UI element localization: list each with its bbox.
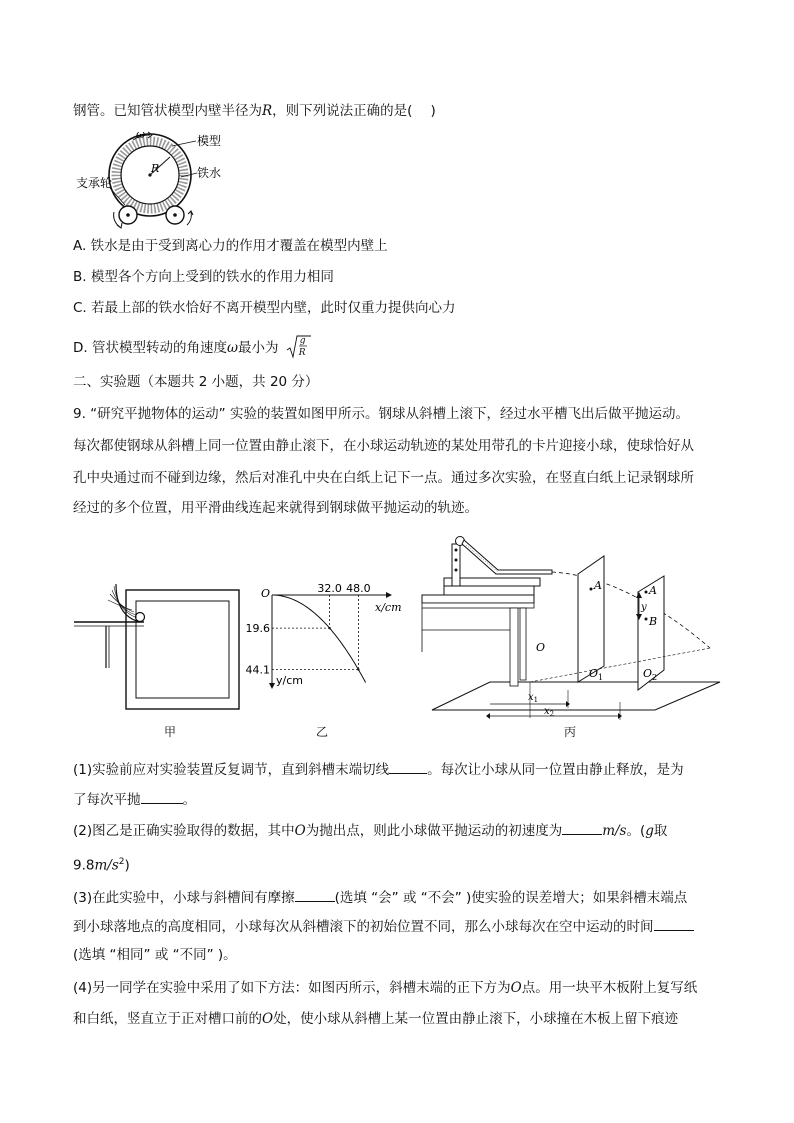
- q9-intro-3: 孔中央通过而不碰到边缘，然后对准孔中央在白纸上记下一点。通过多次实验，在竖直白纸上记录钢球所: [73, 470, 694, 486]
- caption-jia: 甲: [164, 725, 177, 739]
- x-tick-1: 32.0: [317, 582, 342, 595]
- caption-yi: 乙: [316, 725, 329, 739]
- chute-slope: [462, 540, 552, 574]
- point-o: O: [536, 641, 546, 654]
- point-o2: $O_2$: [643, 667, 658, 682]
- q9-part3-line3: (选填 “相同” 或 “不同” )。: [73, 947, 237, 963]
- q9-part2-line2: $9.8m/s^2$): [73, 857, 130, 874]
- x2-label: $x_2$: [544, 706, 555, 718]
- x-tick-2: 48.0: [346, 582, 371, 595]
- origin-label: O: [261, 587, 271, 600]
- figure-yi-chart: [245, 582, 418, 695]
- figure-bing: [420, 530, 725, 720]
- q8-option-b: B. 模型各个方向上受到的铁水的作用力相同: [73, 269, 334, 285]
- radius-label: R: [151, 162, 160, 175]
- data-point-1: [328, 627, 330, 629]
- y-tick-1: 19.6: [245, 622, 270, 636]
- q8-stem: 钢管。已知管状模型内壁半径为R，则下列说法正确的是( ): [73, 103, 436, 119]
- answer-blank-5[interactable]: [654, 916, 694, 931]
- table-top: [422, 595, 534, 603]
- point-a-2: A: [649, 584, 657, 597]
- iron-label: 铁水: [197, 166, 222, 180]
- caption-bing: 丙: [564, 725, 577, 739]
- answer-blank-1[interactable]: [389, 759, 427, 774]
- answer-blank-3[interactable]: [562, 820, 602, 835]
- q9-intro-1: 9. “研究平抛物体的运动” 实验的装置如图甲所示。钢球从斜槽上滚下，经过水平槽飞出后做平抛运动。: [73, 406, 689, 422]
- q9-part4-line2: 和白纸，竖直立于正对槽口前的O处，使小球从斜槽上某一位置由静止滚下，小球撞在木板上留下痕迹: [73, 1011, 679, 1027]
- section-2-heading: 二、实验题（本题共 2 小题，共 20 分）: [73, 374, 319, 390]
- answer-blank-4[interactable]: [295, 887, 335, 902]
- q9-part1-line1: (1)实验前应对实验装置反复调节，直到斜槽末端切线 。每次让小球从同一位置由静止释放，是为: [73, 759, 684, 780]
- q9-part3-line1: (3)在此实验中，小球与斜槽间有摩擦 (选填 “会” 或 “不会” )使实验的误差增大；如果斜槽末端点: [73, 887, 687, 908]
- data-point-2: [357, 668, 359, 670]
- q9-part1-line2: 了每次平抛 。: [73, 789, 196, 810]
- y-distance-label: y: [641, 602, 647, 613]
- board-inner: [136, 601, 229, 698]
- x1-label: $x_1$: [528, 692, 539, 704]
- x-axis-label: x/cm: [375, 601, 402, 614]
- y-tick-2: 44.1: [245, 663, 270, 677]
- q9-intro-4: 经过的多个位置，用平滑曲线连起来就得到钢球做平抛运动的轨迹。: [73, 500, 478, 516]
- point-a-1: A: [594, 579, 602, 592]
- wheel-label: 支承轮: [76, 176, 113, 190]
- sqrt-expression: g R: [287, 337, 311, 359]
- q8-option-d: D. 管状模型转动的角速度ω最小为 g R: [73, 337, 311, 359]
- point-o1: $O_1$: [589, 667, 604, 682]
- steel-ball: [136, 613, 145, 622]
- q9-part4-line1: (4)另一同学在实验中采用了如下方法：如图丙所示，斜槽末端的正下方为O点。用一块平木板附上复写纸: [73, 980, 698, 996]
- answer-blank-2[interactable]: [141, 789, 183, 804]
- q8-figure: [70, 126, 230, 230]
- q9-part2-line1: (2)图乙是正确实验取得的数据，其中O为抛出点，则此小球做平抛运动的初速度为 m/s。(g取: [73, 820, 667, 841]
- q9-part3-line2: 到小球落地点的高度相同，小球每次从斜槽滚下的初始位置不同，那么小球每次在空中运动的时间: [73, 916, 694, 937]
- board-1: [578, 556, 604, 682]
- model-label: 模型: [197, 134, 222, 148]
- q8-option-c: C. 若最上部的铁水恰好不离开模型内壁，此时仅重力提供向心力: [73, 300, 456, 316]
- q8-option-a: A. 铁水是由于受到离心力的作用才覆盖在模型内壁上: [73, 238, 388, 254]
- y-axis-label: y/cm: [276, 674, 303, 687]
- q9-intro-2: 每次都使钢球从斜槽上同一位置由静止滚下，在小球运动轨迹的某处用带孔的卡片迎接小球，使球恰好从: [73, 438, 694, 454]
- trajectory-curve: [272, 595, 366, 683]
- omega-label: ω: [136, 128, 145, 141]
- point-b: B: [649, 615, 658, 628]
- board-outer: [126, 590, 239, 709]
- floor-plane: [432, 682, 720, 710]
- figure-jia: [74, 576, 254, 736]
